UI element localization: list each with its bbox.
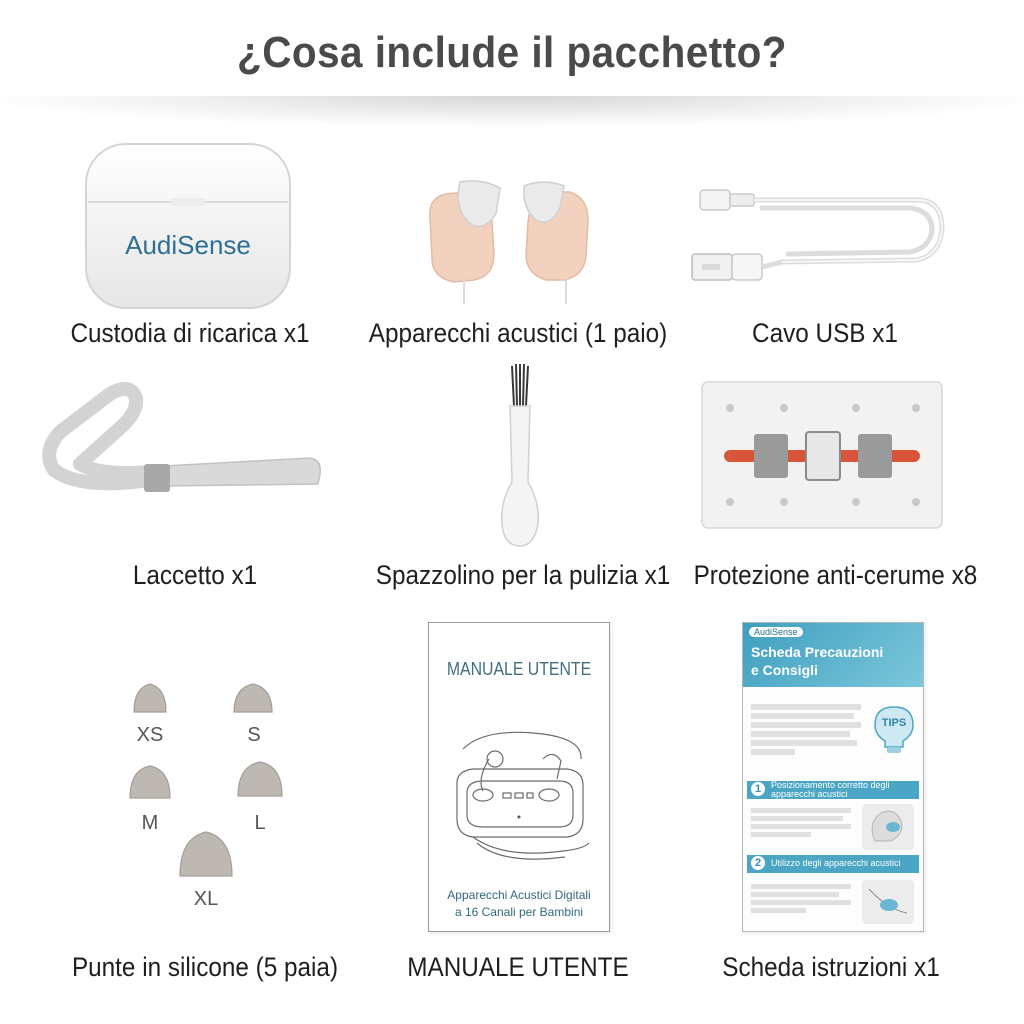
- lanyard-image: [40, 380, 330, 520]
- section-2-title: Utilizzo degli apparecchi acustici: [771, 858, 901, 868]
- hearing-aids-image: [420, 178, 600, 310]
- manual-subtitle-line-1: Apparecchi Acustici Digitali: [447, 888, 591, 902]
- tip-size-l: L: [254, 812, 266, 834]
- manual-subtitle-line-2: a 16 Canali per Bambini: [454, 905, 584, 919]
- tip-m-image: [126, 762, 174, 802]
- card-title-line-1: Scheda Precauzioni: [751, 644, 884, 660]
- usage-illustration: [861, 879, 915, 925]
- tip-size-xl: XL: [193, 888, 219, 910]
- wax-guard-card-image: [700, 380, 944, 530]
- section-2-number: 2: [751, 856, 765, 870]
- manual-subtitle: [433, 887, 605, 921]
- card-body-text: [751, 701, 861, 758]
- tip-xs-image: [130, 680, 170, 716]
- item-label-silicone-tips: Punte in silicone (5 paia): [71, 952, 339, 982]
- section-1-body: [751, 805, 851, 840]
- tip-s-image: [230, 680, 276, 716]
- section-1-number: 1: [751, 782, 765, 796]
- card-section-1: [747, 781, 919, 799]
- card-brand: AudiSense: [749, 627, 803, 637]
- tips-badge-label: TIPS: [881, 717, 907, 729]
- item-label-lanyard: Laccetto x1: [132, 560, 258, 590]
- tips-lightbulb-icon: [871, 703, 917, 755]
- manual-title: MANUALE UTENTE: [446, 659, 592, 679]
- tip-size-m: M: [141, 812, 159, 834]
- tip-size-s: S: [247, 724, 261, 746]
- card-section-2: [747, 855, 919, 873]
- item-label-manual: MANUALE UTENTE: [407, 952, 629, 982]
- instruction-card-image: [742, 622, 924, 932]
- item-label-brush: Spazzolino per la pulizia x1: [375, 560, 671, 590]
- item-label-hearing-aids: Apparecchi acustici (1 paio): [368, 318, 668, 348]
- item-label-wax-guard: Protezione anti-cerume x8: [693, 560, 978, 590]
- ear-placement-illustration: [861, 803, 915, 851]
- user-manual-image: [428, 622, 610, 932]
- page-title: ¿Cosa include il pacchetto?: [237, 28, 787, 77]
- section-1-title: Posizionamento corretto degli apparecchi acustici: [771, 780, 890, 799]
- cleaning-brush-image: [490, 362, 550, 548]
- item-label-instruction-card: Scheda istruzioni x1: [722, 952, 940, 982]
- card-title-line-2: e Consigli: [751, 662, 818, 678]
- manual-illustration: [443, 719, 595, 869]
- tip-size-xs: XS: [136, 724, 164, 746]
- tip-l-image: [234, 758, 286, 800]
- charging-case-image: [82, 140, 294, 312]
- item-label-usb-cable: Cavo USB x1: [752, 318, 898, 348]
- item-label-case: Custodia di ricarica x1: [70, 318, 310, 348]
- card-title: [751, 643, 921, 679]
- section-2-body: [751, 881, 851, 916]
- tip-xl-image: [176, 828, 236, 880]
- usb-cable-image: [690, 180, 950, 300]
- title-divider: [0, 96, 1024, 126]
- case-brand-logo: AudiSense: [125, 230, 251, 260]
